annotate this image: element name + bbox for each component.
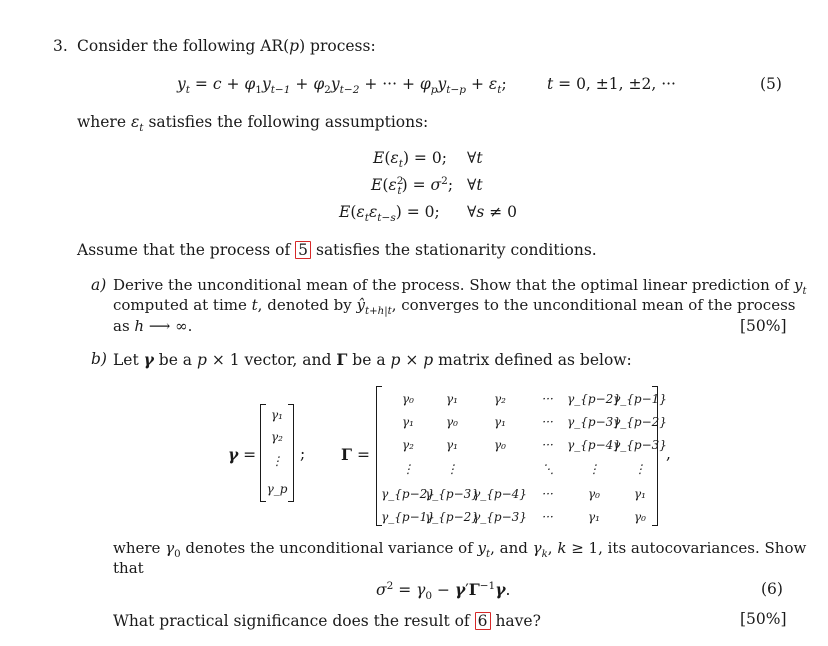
matrix-entry: γ_{p−3}: [567, 415, 621, 429]
vector-semicolon: ;: [300, 445, 306, 463]
part-a-text-1: Derive the unconditional mean of the process. Show that the optimal linear prediction of: [113, 276, 790, 294]
matrix-entry: ⋮: [588, 462, 600, 476]
assumption-2: $E(\varepsilon^2_t) = \sigma^2$;: [371, 174, 454, 198]
that-word: that: [113, 559, 144, 577]
matrix-entry: γ₀: [446, 415, 458, 429]
part-a-text-2c: converges to the unconditional mean of the process: [401, 296, 796, 314]
matrix-entry: γ_{p−3}: [613, 438, 667, 452]
part-a-text-2b: denoted by: [267, 296, 352, 314]
assume-line: [77, 241, 597, 259]
gamma-vector-symbol: γ =: [228, 445, 257, 464]
problem-number: 3.: [53, 37, 68, 55]
matrix-entry: γ_{p−4}: [473, 487, 527, 501]
assumption-3-quantifier: ∀s ≠ 0: [467, 203, 518, 221]
assume-text: Assume that the process of: [77, 241, 291, 259]
intro-text: Consider the following AR(p) process:: [77, 37, 376, 55]
matrix-comma: ,: [666, 445, 671, 463]
question-text: What practical significance does the result of: [113, 612, 470, 630]
matrix-entry: γ_{p−2}: [425, 510, 479, 524]
matrix-entry: γ_{p−3}: [473, 510, 527, 524]
question-text-end: have?: [495, 612, 541, 630]
matrix-entry: γ_{p−1}: [613, 392, 667, 406]
assumption-1-quantifier: ∀t: [467, 149, 483, 167]
matrix-entry: ⋮: [446, 462, 458, 476]
matrix-entry: ⋮: [634, 462, 646, 476]
where-epsilon-line: where $\varepsilon_t$ satisfies the following assumptions:: [77, 113, 429, 135]
gamma-matrix: [380, 386, 667, 524]
vector-entry: γ₂: [271, 430, 283, 444]
matrix-entry: γ₀: [494, 438, 506, 452]
where-gamma-line: where $\gamma_0$ denotes the unconditional variance of $y_t$, and $\gamma_k$, k ≥ 1, its autocovariances. Show: [113, 539, 807, 560]
gamma-matrix-symbol: Γ =: [341, 445, 370, 464]
vector-entry: γ₁: [271, 408, 283, 422]
question-line: [113, 612, 541, 630]
assumption-1: $E(\varepsilon_t) = 0$;: [373, 149, 447, 171]
equation-5-label: (5): [760, 75, 782, 93]
part-b-marks: [50%]: [740, 610, 787, 628]
matrix-entry: ···: [542, 392, 554, 406]
equation-6-label: (6): [761, 580, 783, 598]
part-b-label: b): [91, 350, 107, 368]
equation-5: $y_t = c + \varphi_1y_{t-1} + \varphi_2y_{t-2}$ + ··· + $\varphi_py_{t-p} + \varepsilon_t$;: [177, 75, 507, 97]
matrix-entry: γ₁: [446, 392, 458, 406]
matrix-entry: γ₀: [634, 510, 646, 524]
equation-5-range: t = 0, ±1, ±2, ···: [547, 75, 676, 93]
part-b-line-1: Let γ be a p × 1 vector, and Γ be a p × p matrix defined as below:: [113, 350, 632, 369]
matrix-entry: γ_{p−4}: [567, 438, 621, 452]
matrix-entry: γ₁: [446, 438, 458, 452]
vector-entry: γ_p: [266, 482, 288, 496]
part-a-line-2: computed at time t, denoted by $ŷ_{t+h|t}$, converges to the unconditional mean of the process: [113, 296, 796, 317]
vector-entry: ⋮: [271, 454, 283, 468]
part-a-marks: [50%]: [740, 317, 787, 335]
matrix-entry: γ_{p−2}: [613, 415, 667, 429]
part-a-label: a): [91, 276, 107, 294]
matrix-entry: γ₂: [494, 392, 506, 406]
matrix-entry: γ_{p−2}: [567, 392, 621, 406]
assumption-2-quantifier: ∀t: [467, 176, 483, 194]
matrix-entry: ⋮: [402, 462, 414, 476]
problem-intro: [77, 39, 376, 55]
part-a-text-2a: computed at time: [113, 296, 247, 314]
matrix-entry: γ_{p−2}: [381, 487, 435, 501]
where-text: satisfies the following assumptions:: [148, 113, 429, 131]
assume-text-end: satisfies the stationarity conditions.: [315, 241, 597, 259]
matrix-entry: γ₀: [402, 392, 414, 406]
matrix-entry: ···: [542, 510, 554, 524]
matrix-entry: ⋱: [542, 462, 554, 476]
part-a-line-1: Derive the unconditional mean of the process. Show that the optimal linear prediction of $y_t$: [113, 276, 807, 297]
gamma-vector: [262, 408, 292, 500]
matrix-entry: ···: [542, 415, 554, 429]
matrix-entry: γ₁: [634, 487, 646, 501]
matrix-entry: γ_{p−1}: [381, 510, 435, 524]
matrix-entry: γ₁: [402, 415, 414, 429]
equation-ref-6[interactable]: 6: [475, 612, 491, 630]
matrix-entry: γ_{p−3}: [425, 487, 479, 501]
matrix-entry: ···: [542, 487, 554, 501]
matrix-entry: ···: [542, 438, 554, 452]
assumption-3: $E(\varepsilon_t\varepsilon_{t-s}) = 0$;: [339, 203, 440, 225]
equation-6: $\sigma^2 = \gamma_0 - \gamma'\Gamma^{-1}\gamma$.: [376, 579, 511, 603]
equation-ref-5[interactable]: 5: [295, 241, 311, 259]
part-a-line-3: as h ⟶ ∞.: [113, 317, 193, 335]
matrix-entry: γ₁: [588, 510, 600, 524]
matrix-entry: γ₀: [588, 487, 600, 501]
matrix-entry: γ₂: [402, 438, 414, 452]
matrix-entry: γ₁: [494, 415, 506, 429]
